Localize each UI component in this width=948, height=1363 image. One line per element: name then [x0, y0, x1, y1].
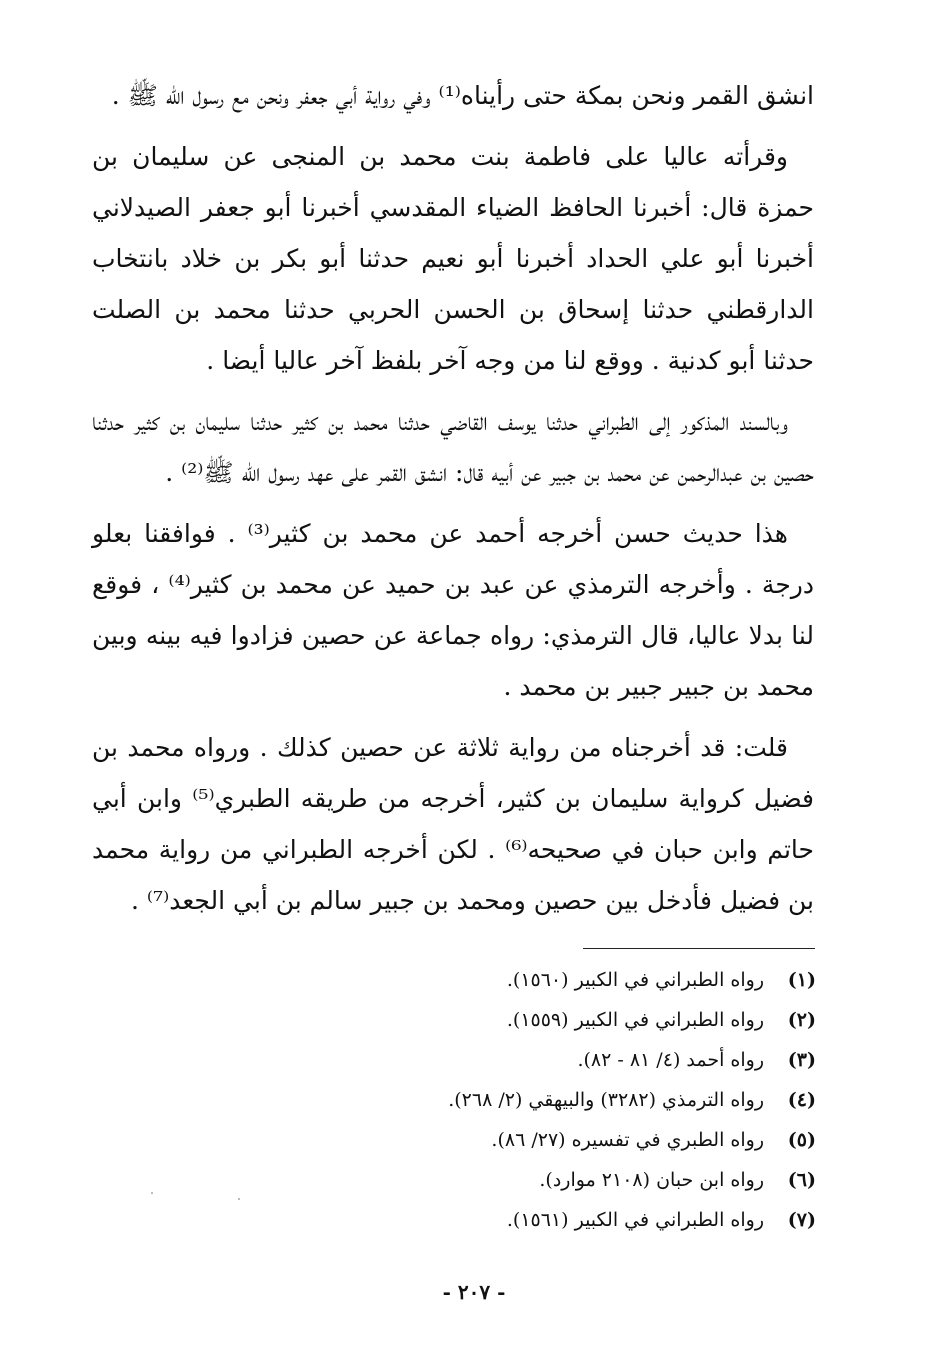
footnote-number: (٢) [787, 1009, 816, 1031]
footnote-number: (٦) [787, 1169, 816, 1191]
page-number: - ٢٠٧ - [442, 1280, 506, 1304]
footnote-text: رواه أحمد (٤/ ٨١ - ٨٢). [577, 1049, 764, 1071]
footnote-number: (٣) [787, 1049, 816, 1071]
paragraph-4: هذا حديث حسن أخرجه أحمد عن محمد بن كثير⁽³⁾ . فوافقنا بعلو درجة . وأخرجه الترمذي عن عبد بن حميد عن محمد بن كثير⁽⁴⁾ ، فوقع لنا بدلا عاليا، قال الترمذي: رواه جماعة عن حصين فزادوا فيه بينه وبين محمد بن جبير جبير بن محمد . [92, 519, 814, 701]
footnote-text: رواه الطبراني في الكبير (١٥٥٩). [506, 1009, 764, 1031]
footnote-number: (٧) [787, 1209, 816, 1231]
footnotes [380, 960, 816, 1240]
paragraph-2: وقرأته عاليا على فاطمة بنت محمد بن المنجى عن سليمان بن حمزة قال: أخبرنا الحافظ الضياء المقدسي أخبرنا أبو جعفر الصيدلاني أخبرنا أبو علي الحداد أخبرنا أبو نعيم حدثنا أبو بكر بن خلاد بانتخاب الدارقطني حدثنا إسحاق بن الحسن الحربي حدثنا محمد بن الصلت حدثنا أبو كدنية . ووقع لنا من وجه آخر بلفظ آخر عاليا أيضا . [92, 142, 814, 375]
footnote-text: رواه الطبري في تفسيره (٢٧/ ٨٦). [491, 1129, 764, 1151]
footnote-text: رواه الطبراني في الكبير (١٥٦٠). [506, 969, 764, 991]
footnote-4 [380, 1080, 816, 1120]
footnote-text: رواه الطبراني في الكبير (١٥٦١). [506, 1209, 764, 1231]
footnote-divider [583, 948, 815, 949]
footnote-text: رواه ابن حبان (٢١٠٨ موارد). [539, 1169, 764, 1191]
footnote-number: (١) [787, 969, 816, 991]
footnote-5 [380, 1120, 816, 1160]
paragraph-5: قلت: قد أخرجناه من رواية ثلاثة عن حصين كذلك . ورواه محمد بن فضيل كرواية سليمان بن كثير، أخرجه من طريقه الطبري⁽⁵⁾ وابن أبي حاتم وابن حبان في صحيحه⁽⁶⁾ . لكن أخرجه الطبراني من رواية محمد بن فضيل فأدخل بين حصين ومحمد بن جبير سالم بن أبي الجعد⁽⁷⁾ . [92, 733, 814, 915]
paragraph-1: انشق القمر ونحن بمكة حتى رأيناه⁽¹⁾ وفي رواية أبي جعفر ونحن مع رسول الله ﷺ . [111, 81, 814, 110]
footnote-6 [380, 1160, 816, 1200]
main-text [92, 70, 814, 936]
footnote-1 [380, 960, 816, 1000]
scan-speck [238, 1198, 240, 1200]
scan-speck [151, 1192, 153, 1194]
footnote-text: رواه الترمذي (٣٢٨٢) والبيهقي (٢/ ٢٦٨). [448, 1089, 764, 1111]
footnote-number: (٤) [787, 1089, 816, 1111]
footnote-2 [380, 1000, 816, 1040]
footnote-7 [380, 1200, 816, 1240]
paragraph-3: وبالسند المذكور إلى الطبراني حدثنا يوسف القاضي حدثنا محمد بن كثير حدثنا سليمان بن كثير حدثنا حصين بن عبدالرحمن عن محمد بن جبير عن أبيه قال: انشق القمر على عهد رسول الله ﷺ⁽²⁾ . [92, 407, 814, 487]
footnote-3 [380, 1040, 816, 1080]
footnote-number: (٥) [787, 1129, 816, 1151]
